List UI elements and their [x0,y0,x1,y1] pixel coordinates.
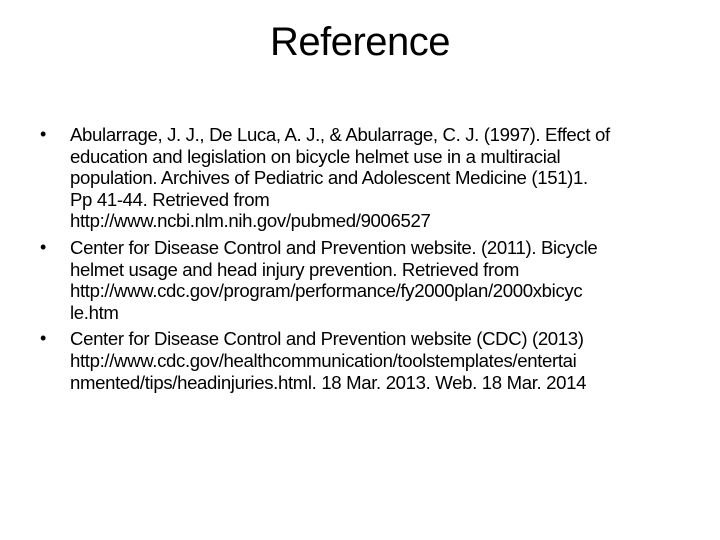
reference-item [36,124,676,232]
reference-url: http://www.ncbi.nlm.nih.gov/pubmed/9006527 [70,210,431,232]
reference-list [36,124,676,398]
bullet-icon: • [40,236,46,257]
reference-line: Center for Disease Control and Prevention website (CDC) (2013) [70,328,584,350]
bullet-icon: • [40,124,46,144]
reference-line: Center for Disease Control and Prevention website. (2011). Bicycle [70,236,598,258]
reference-url: http://www.cdc.gov/healthcommunication/toolstemplates/entertai [70,349,577,371]
reference-text [70,328,676,393]
reference-text [70,124,676,232]
reference-text [70,237,676,323]
reference-url: nmented/tips/headinjuries.html. 18 Mar. 2013. Web. 18 Mar. 2014 [70,371,587,393]
reference-line: Abularrage, J. J., De Luca, A. J., & Abularrage, C. J. (1997). Effect of [70,124,610,145]
reference-line: education and legislation on bicycle helmet use in a multiracial [70,145,561,167]
reference-line: helmet usage and head injury prevention. Retrieved from [70,258,519,280]
slide-title: Reference [269,20,451,64]
reference-url: http://www.cdc.gov/program/performance/fy2000plan/2000xbicyc [70,280,583,302]
reference-item [36,237,676,323]
reference-line: Pp 41-44. Retrieved from [70,188,270,210]
reference-item [36,328,676,393]
reference-url: le.htm [70,301,119,323]
reference-line: population. Archives of Pediatric and Adolescent Medicine (151)1. [70,167,588,189]
bullet-icon: • [40,328,46,349]
